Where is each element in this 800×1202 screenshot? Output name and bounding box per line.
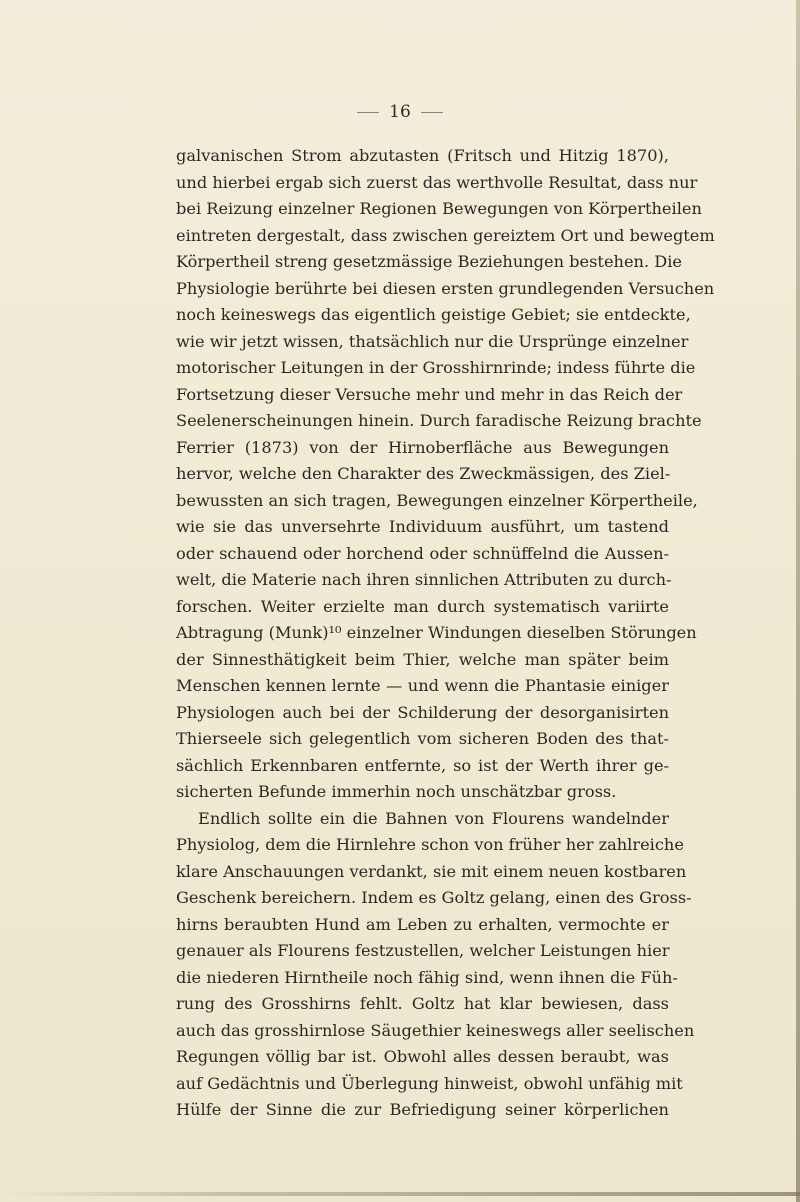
text-line: sächlich Erkennbaren entfernte, so ist der Werth ihrer ge- [176, 755, 669, 775]
text-line: wie wir jetzt wissen, thatsächlich nur die Ursprünge einzelner [176, 331, 689, 351]
text-line: Physiolog, dem die Hirnlehre schon von früher her zahlreiche [176, 835, 684, 854]
body-text [176, 143, 715, 1124]
page-number: 16 [389, 102, 411, 122]
text-line: hervor, welche den Charakter des Zweckmässigen, des Ziel- [176, 464, 671, 483]
text-line: noch keineswegs das eigentlich geistige Gebiet; sie entdeckte, [176, 305, 691, 324]
text-line: welt, die Materie nach ihren sinnlichen Attributen zu durch- [176, 570, 672, 589]
header-dash-right [421, 112, 443, 113]
text-line: hirns beraubten Hund am Leben zu erhalten, vermochte er [176, 914, 669, 934]
text-line: der Sinnesthätigkeit beim Thier, welche man später beim [176, 649, 669, 669]
page-bottom-edge [0, 1192, 800, 1196]
text-line: Seelenerscheinungen hinein. Durch faradische Reizung brachte [176, 411, 702, 430]
text-line: Hülfe der Sinne die zur Befriedigung seiner körperlichen [176, 1100, 669, 1119]
text-line: Regungen völlig bar ist. Obwohl alles dessen beraubt, was [176, 1047, 669, 1066]
text-line: Geschenk bereichern. Indem es Goltz gelang, einen des Gross- [176, 888, 692, 907]
text-line: die niederen Hirntheile noch fähig sind, wenn ihnen die Füh- [176, 967, 678, 987]
text-line: auch das grosshirnlose Säugethier keineswegs aller seelischen [176, 1020, 695, 1040]
text-line: forschen. Weiter erzielte man durch systematisch variirte [176, 596, 669, 616]
text-line: Menschen kennen lernte — und wenn die Phantasie einiger [176, 676, 669, 695]
text-line: genauer als Flourens festzustellen, welcher Leistungen hier [176, 941, 670, 960]
text-line: Körpertheil streng gesetzmässige Beziehungen bestehen. Die [176, 252, 682, 271]
text-line: klare Anschauungen verdankt, sie mit einem neuen kostbaren [176, 861, 687, 881]
text-line: bei Reizung einzelner Regionen Bewegungen von Körpertheilen [176, 199, 702, 218]
text-line: Thierseele sich gelegentlich vom sicheren Boden des that- [176, 729, 669, 748]
text-line: bewussten an sich tragen, Bewegungen einzelner Körpertheile, [176, 490, 698, 510]
text-line: galvanischen Strom abzutasten (Fritsch und Hitzig 1870), [176, 146, 669, 165]
text-line: Abtragung (Munk)¹⁰ einzelner Windungen dieselben Störungen [176, 623, 697, 642]
text-line: rung des Grosshirns fehlt. Goltz hat klar bewiesen, dass [176, 994, 669, 1013]
text-line: eintreten dergestalt, dass zwischen gereiztem Ort und bewegtem [176, 225, 715, 245]
text-line: wie sie das unversehrte Individuum ausführt, um tastend [176, 517, 669, 536]
text-line: Physiologen auch bei der Schilderung der desorganisirten [176, 702, 669, 722]
text-line: sicherten Befunde immerhin noch unschätzbar gross. [176, 782, 617, 801]
text-line: Physiologie berührte bei diesen ersten grundlegenden Versuchen [176, 278, 715, 298]
text-line: Endlich sollte ein die Bahnen von Flourens wandelnder [198, 808, 669, 828]
header-dash-left [357, 112, 379, 113]
page-right-edge [796, 0, 800, 1202]
text-line: Ferrier (1873) von der Hirnoberfläche aus Bewegungen [176, 437, 669, 457]
text-line: auf Gedächtnis und Überlegung hinweist, obwohl unfähig mit [176, 1073, 683, 1093]
text-line: oder schauend oder horchend oder schnüffelnd die Aussen- [176, 543, 669, 563]
text-line: motorischer Leitungen in der Grosshirnrinde; indess führte die [176, 358, 696, 377]
page-header [0, 101, 800, 123]
text-line: Fortsetzung dieser Versuche mehr und mehr in das Reich der [176, 384, 683, 404]
text-line: und hierbei ergab sich zuerst das werthvolle Resultat, dass nur [176, 172, 698, 192]
